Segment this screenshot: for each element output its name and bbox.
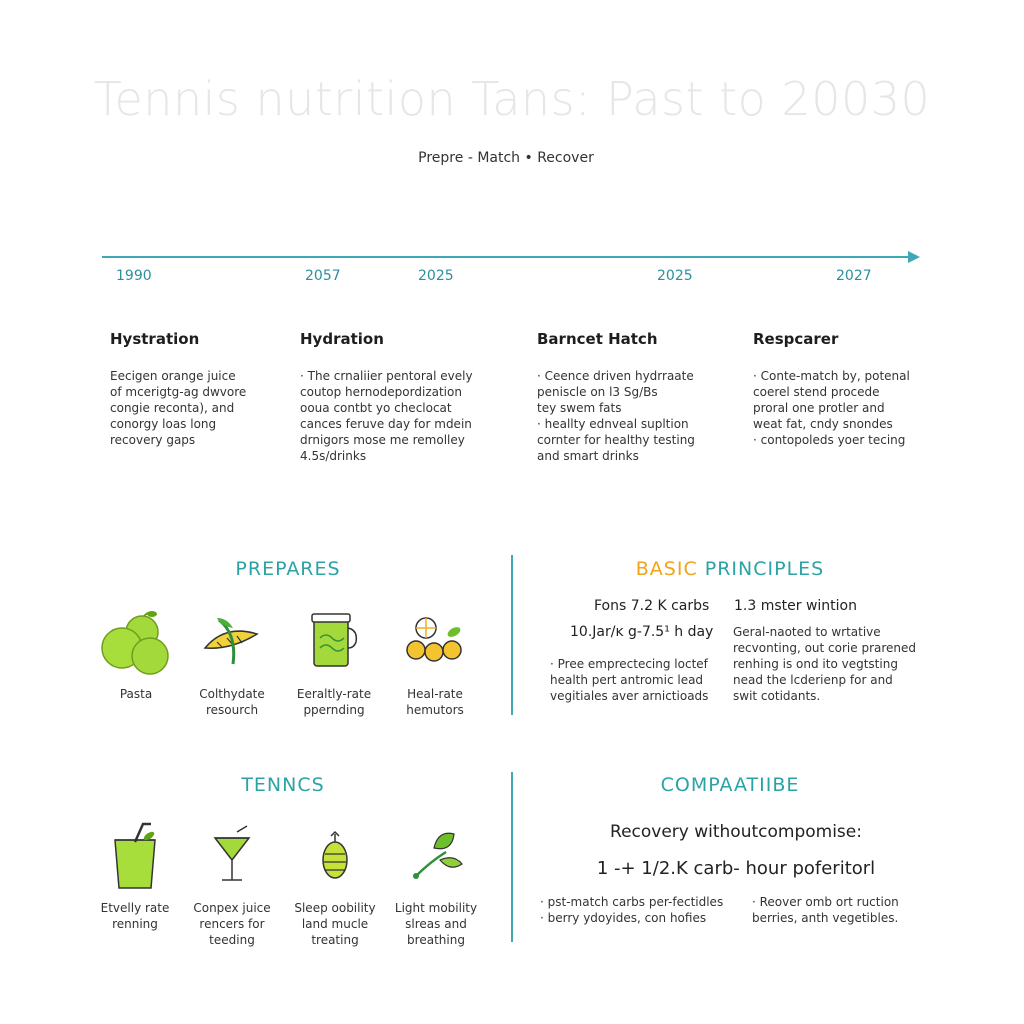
- timeline-era: [300, 330, 510, 464]
- principles-heading: [560, 558, 900, 580]
- principles-heading-basic: BASIC: [635, 558, 698, 580]
- timeline-arrow-icon: [908, 251, 920, 263]
- green-apples-icon: [86, 608, 186, 678]
- page-title: Tennis nutrition Tans: Past to 20030: [93, 72, 931, 126]
- section-divider: [511, 772, 513, 942]
- prepares-item: [385, 608, 485, 718]
- prepares-item: [86, 608, 186, 702]
- timeline-year: 2025: [657, 268, 693, 284]
- item-label: Light mobility slreas and breathing: [394, 901, 478, 947]
- era-title: Hystration: [110, 330, 200, 348]
- principles-water: 1.3 mster wintion: [734, 598, 857, 614]
- era-description: Eecigen orange juice of mcerigtg-ag dwvore congie reconta), and conorgy loas long recovery gaps: [110, 369, 247, 447]
- era-title: Respcarer: [753, 330, 839, 348]
- timeline-year: 2025: [418, 268, 454, 284]
- section-divider: [511, 555, 513, 715]
- item-label: Eeraltly-rate ppernding: [296, 687, 372, 717]
- citrus-icon: [385, 608, 485, 678]
- cocktail-glass-icon: [182, 822, 282, 892]
- era-title: Hydration: [300, 330, 384, 348]
- principles-daily: 10.Jar/ĸ g-7.5¹ h day: [570, 624, 714, 640]
- compatible-line-1: Recovery withoutcompomise:: [610, 822, 862, 842]
- item-label: Colthydate resourch: [199, 687, 265, 717]
- era-description: · Conte-match by, potenal coerel stend procede proral one protler and weat fat, cndy snondes · contopoleds yoer tecing: [753, 369, 910, 447]
- era-description: · The crnaliier pentoral evely coutop hernodepordization ooua contbt yo checlocat cances feruve day for mdein drnigors mose me remolley 4.5s/drinks: [300, 369, 473, 463]
- compatible-line-2: 1 -+ 1/2.K carb- hour poferitorl: [596, 858, 876, 879]
- era-title: Barncet Hatch: [537, 330, 658, 348]
- green-drink-icon: [85, 822, 185, 892]
- compatible-right-body: · Reover omb ort ruction berries, anth vegetibles.: [752, 895, 899, 925]
- item-label: Heal-rate hemutors: [406, 687, 464, 717]
- timeline-year: 2027: [836, 268, 872, 284]
- lemon-icon: [285, 822, 385, 892]
- item-label: Conpex juice rencers for teeding: [193, 901, 271, 947]
- timeline-era: [110, 330, 310, 448]
- timeline-era: [537, 330, 737, 464]
- item-label: Pasta: [119, 687, 153, 701]
- timeline-year: 2057: [305, 268, 341, 284]
- tennis-item: [182, 822, 282, 948]
- timeline-year: 1990: [116, 268, 152, 284]
- principles-carbs: Fons 7.2 K carbs: [594, 598, 710, 614]
- item-label: Etvelly rate renning: [100, 901, 170, 931]
- principles-right-body: Geral-naoted to wrtative recvonting, out corie prarened renhing is ond ito vegtsting nead the lcderienp for and swit cotidants.: [733, 625, 917, 703]
- corn-icon: [182, 608, 282, 678]
- leaf-sprout-icon: [386, 822, 486, 892]
- item-label: Sleep oobility land mucle treating: [294, 901, 376, 947]
- compatible-heading: COMPAATIIBE: [660, 774, 800, 796]
- principles-heading-principles: PRINCIPLES: [704, 558, 825, 580]
- jar-icon: [284, 608, 384, 678]
- tennis-item: [386, 822, 486, 948]
- tennis-heading: TENNCS: [241, 774, 325, 796]
- timeline-era: [753, 330, 943, 448]
- prepares-item: [284, 608, 384, 718]
- compatible-left-body: · pst-match carbs per-fectidles · berry ydoyides, con hofies: [540, 895, 724, 925]
- era-description: · Ceence driven hydrraate peniscle on l3 Sg/Bs tey swem fats · heallty ednveal supltion cornter for healthy testing and smart drinks: [537, 369, 695, 463]
- prepares-heading: PREPARES: [235, 558, 341, 580]
- prepares-item: [182, 608, 282, 718]
- tennis-item: [85, 822, 185, 932]
- page-subtitle: Prepre - Match • Recover: [418, 150, 594, 166]
- tennis-item: [285, 822, 385, 948]
- timeline-axis: [102, 256, 910, 258]
- principles-left-body: · Pree emprectecing loctef health pert antromic lead vegitiales aver arnictioads: [550, 657, 709, 703]
